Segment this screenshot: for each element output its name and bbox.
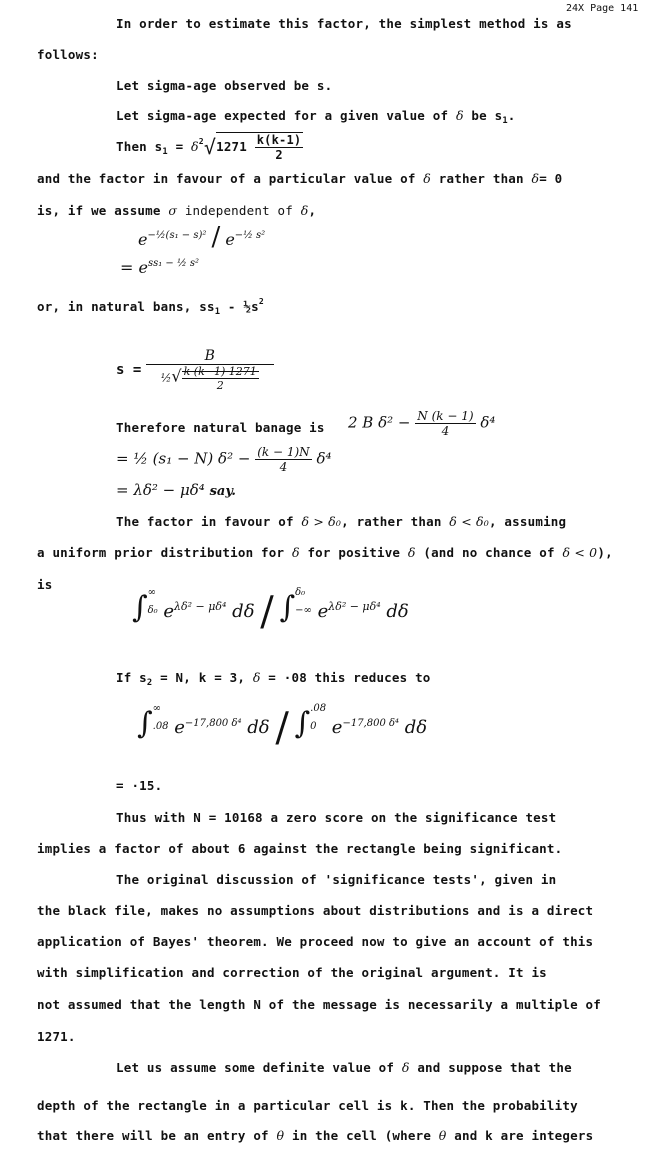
- final-line: Let us assume some definite value of δ and suppose that the: [116, 1060, 572, 1075]
- delta-symbol: δ: [191, 139, 199, 154]
- prior-line: is: [37, 577, 53, 592]
- banage-line2: = ½ (s₁ − N) δ² − $\frac{(k - 1)N}{4}$ δ⁴: [116, 445, 332, 474]
- factor-line: is, if we assume σ independent of δ,: [37, 203, 317, 218]
- exp-simplified: = $e^{ss_1 - \frac{1}{2} s^2}$: [120, 258, 199, 277]
- theta-symbol: θ: [276, 1128, 285, 1143]
- prior-line: a uniform prior distribution for δ for positive δ (and no chance of δ < 0),: [37, 545, 613, 560]
- discussion-line: with simplification and correction of the original argument. It is: [37, 965, 547, 980]
- result-value: = ·15.: [116, 778, 163, 793]
- discussion-line: The original discussion of 'significance tests', given in: [116, 872, 557, 887]
- integral-ratio-1: ∫∞ δ₀ $e^{\lambda\delta^2 - \mu\delta^4}$ dδ / ∫δ₀ −∞ $e^{\lambda\delta^2 - \mu\delta^4}$ dδ: [132, 587, 409, 635]
- banage-line3: = λδ² − μδ⁴ say.: [116, 481, 236, 499]
- exp-ratio: $e^{-\frac{1}{2}(s_1 - s)^2} / e^{-\frac{1}{2} s^2}$: [138, 222, 266, 252]
- reduce-line: If $s_2 = N$, k = 3, δ = ·08 this reduces to: [116, 670, 431, 688]
- discussion-line: application of Bayes' theorem. We proceed now to give an account of this: [37, 934, 594, 949]
- theta-symbol: θ: [438, 1128, 447, 1143]
- s-formula: s = B ½√ $\frac{k (k-1) 1271}{2}$: [116, 348, 274, 392]
- banage-expr: 2 B δ² − $\frac{N (k - 1)}{4}$ δ⁴: [348, 409, 496, 438]
- sigma-symbol: σ: [168, 203, 178, 218]
- paragraph-line: follows:: [37, 47, 99, 62]
- natural-bans-line: or, in natural bans, $ss_1$ - $\frac{1}{2}s^2$: [37, 296, 264, 317]
- definition-observed: Let sigma-age observed be s.: [116, 78, 333, 93]
- conclusion-line: Thus with N = 10168 a zero score on the significance test: [116, 810, 557, 825]
- discussion-line: the black file, makes no assumptions about distributions and is a direct: [37, 903, 594, 918]
- page-label: 24X Page 141: [566, 3, 639, 14]
- banage-label: Therefore natural banage is: [116, 420, 325, 435]
- factor-line: and the factor in favour of a particular value of δ rather than δ= 0: [37, 171, 563, 186]
- definition-then: Then $s_1 = \delta^2√1271$ $\frac{k(k-1)}{2}$: [116, 133, 302, 162]
- discussion-line: 1271.: [37, 1029, 76, 1044]
- prior-line: The factor in favour of δ > δ₀, rather than δ < δ₀, assuming: [116, 514, 567, 529]
- integral-ratio-2: ∫∞ .08 $e^{-17,800 \delta^4}$ dδ / ∫.08 0 $e^{-17,800 \delta^4}$ dδ: [137, 703, 428, 751]
- paragraph-line: In order to estimate this factor, the simplest method is as: [116, 16, 572, 31]
- final-line: depth of the rectangle in a particular cell is k. Then the probability: [37, 1098, 578, 1113]
- delta-symbol: δ: [455, 108, 464, 123]
- definition-expected: Let sigma-age expected for a given value of δ be $s_1$.: [116, 108, 516, 126]
- conclusion-line: implies a factor of about 6 against the rectangle being significant.: [37, 841, 563, 856]
- discussion-line: not assumed that the length N of the message is necessarily a multiple of: [37, 997, 601, 1012]
- final-line: that there will be an entry of θ in the cell (where θ and k are integers: [37, 1128, 594, 1143]
